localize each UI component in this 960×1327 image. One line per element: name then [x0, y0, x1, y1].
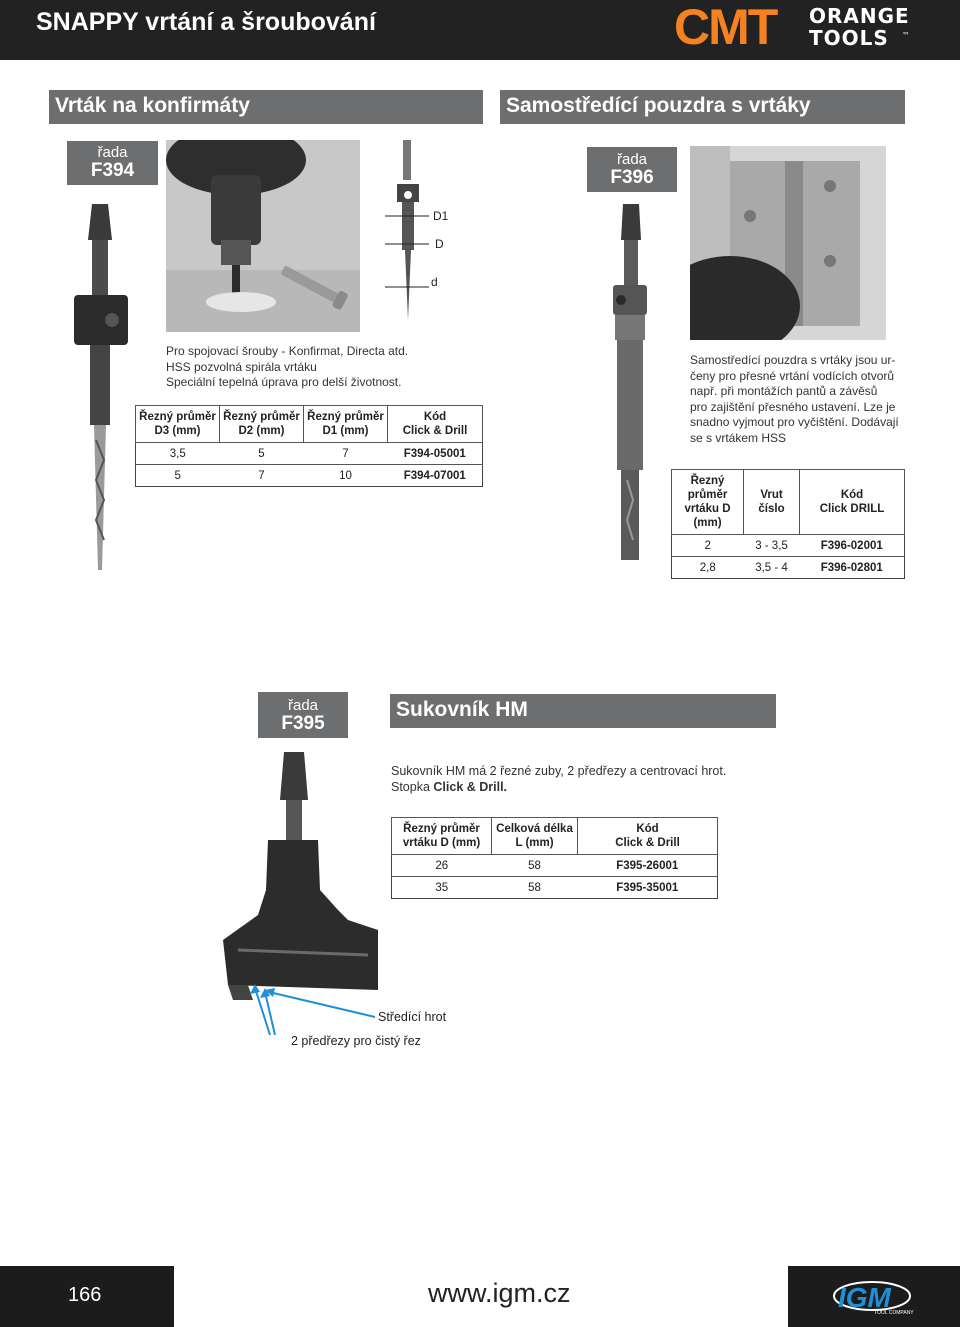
table-row: [136, 443, 483, 465]
f396-desc-line: se s vrtákem HSS: [690, 430, 787, 445]
table-header-row: [136, 406, 483, 443]
col-header: Kód Click DRILL: [800, 470, 905, 535]
cmt-orange-tools-logo: [674, 2, 924, 50]
f395-desc-line: Sukovník HM má 2 řezné zuby, 2 předřezy a centrovací hrot.: [391, 764, 727, 778]
col-header: Kód Click & Drill: [388, 406, 483, 443]
table-cell: 3,5: [136, 443, 220, 465]
f394-desc-line: HSS pozvolná spirála vrtáku: [166, 359, 317, 374]
section-title-f396: Samostředící pouzdra s vrtáky: [500, 90, 905, 124]
table-cell: 5: [136, 465, 220, 487]
table-cell: F396-02001: [800, 535, 905, 557]
f396-desc-line: čeny pro přesné vrtání vodících otvorů: [690, 368, 895, 383]
table-cell: 58: [492, 855, 578, 877]
series-badge-f396: [587, 147, 677, 192]
callout-spurs: 2 předřezy pro čistý řez: [291, 1034, 421, 1048]
section-title-f394: Vrták na konfirmáty: [49, 90, 483, 124]
col-header: Řezný průměr vrtáku D (mm): [672, 470, 744, 535]
f395-spec-table: [391, 817, 718, 899]
table-cell: 3,5 - 4: [744, 557, 800, 579]
col-header: Řezný průměr vrtáku D (mm): [392, 818, 492, 855]
f394-spec-table: [135, 405, 483, 487]
brand-sub1: ORANGE: [809, 4, 910, 28]
series-label: řada: [287, 697, 319, 714]
click-drill-bold: Click & Drill.: [433, 779, 508, 794]
table-cell: F395-26001: [578, 855, 718, 877]
f394-description: [166, 344, 408, 391]
table-cell: 35: [392, 877, 492, 899]
page-title: SNAPPY vrtání a šroubování: [36, 8, 376, 36]
table-cell: 2: [672, 535, 744, 557]
series-code: F396: [610, 167, 654, 188]
arrow-spur-2: [265, 992, 275, 1035]
table-row: [392, 855, 718, 877]
f394-desc-line: Pro spojovací šrouby - Konfirmat, Directa atd.: [166, 344, 409, 358]
f396-spec-table: [671, 469, 905, 579]
series-badge-f394: [67, 141, 158, 185]
f395-description: [391, 764, 726, 795]
f396-desc-line: např. při montážích pantů a závěsů: [690, 384, 878, 398]
f396-bit-image: [605, 200, 655, 565]
col-header: Vrut číslo: [744, 470, 800, 535]
bit-dimension-diagram: [385, 140, 465, 325]
table-cell: 2,8: [672, 557, 744, 579]
igm-logo: [832, 1274, 914, 1316]
table-cell: F395-35001: [578, 877, 718, 899]
col-header: Kód Click & Drill: [578, 818, 718, 855]
f396-desc-line: pro zajištění přesného ustavení. Lze je: [690, 399, 896, 414]
f394-bit-image: [68, 200, 134, 575]
table-cell: 7: [304, 443, 388, 465]
table-row: [672, 557, 905, 579]
brand-main: CMT: [674, 2, 777, 50]
table-cell: 10: [304, 465, 388, 487]
f395-forstner-bit-image: [218, 750, 398, 1005]
table-row: [136, 465, 483, 487]
table-cell: 26: [392, 855, 492, 877]
section-title-f395: Sukovník HM: [390, 694, 776, 728]
drill-usage-photo: [166, 140, 360, 332]
series-label: řada: [97, 144, 128, 161]
col-header: Řezný průměr D1 (mm): [304, 406, 388, 443]
table-cell: 5: [220, 443, 304, 465]
f396-desc-line: snadno vyjmout pro vyčištění. Dodávají: [690, 415, 899, 429]
table-cell: F394-07001: [388, 465, 483, 487]
col-header: Řezný průměr D3 (mm): [136, 406, 220, 443]
label-d: D: [435, 237, 444, 251]
series-code: F395: [281, 713, 325, 734]
f395-desc-line: Stopka Click & Drill.: [391, 779, 508, 794]
table-cell: F396-02801: [800, 557, 905, 579]
label-d1: D1: [433, 209, 449, 223]
f396-desc-line: Samostředící pouzdra s vrtáky jsou ur-: [690, 353, 896, 367]
table-cell: 58: [492, 877, 578, 899]
col-header: Řezný průměr D2 (mm): [220, 406, 304, 443]
label-small-d: d: [431, 275, 438, 289]
series-label: řada: [616, 151, 648, 168]
table-row: [392, 877, 718, 899]
brand-tm: ™: [902, 31, 910, 40]
series-badge-f395: [258, 692, 348, 738]
f396-description: [690, 353, 899, 446]
f394-desc-line: Speciální tepelná úprava pro delší životnost.: [166, 375, 402, 389]
col-header: Celková délka L (mm): [492, 818, 578, 855]
callout-center-point: Středící hrot: [378, 1010, 447, 1024]
table-cell: 3 - 3,5: [744, 535, 800, 557]
page-number: 166: [68, 1284, 102, 1306]
igm-logo-text: IGM: [838, 1282, 891, 1313]
series-code: F394: [90, 160, 135, 181]
brand-sub2: TOOLS: [809, 26, 889, 50]
igm-logo-sub: TOOL COMPANY: [874, 1310, 914, 1316]
table-cell: F394-05001: [388, 443, 483, 465]
table-row: [672, 535, 905, 557]
arrow-center-point: [269, 992, 375, 1017]
hinge-usage-photo: [690, 146, 886, 340]
table-header-row: [672, 470, 905, 535]
website-link[interactable]: www.igm.cz: [428, 1278, 571, 1308]
table-cell: 7: [220, 465, 304, 487]
table-header-row: [392, 818, 718, 855]
